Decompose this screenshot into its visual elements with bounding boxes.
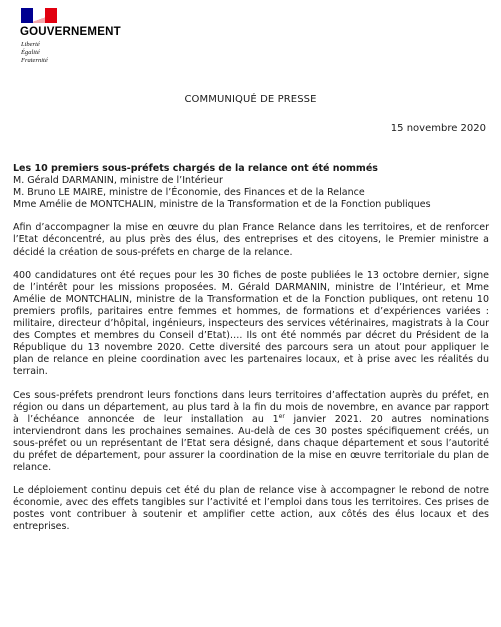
press-release-body: [13, 163, 489, 534]
body-paragraph: Le déploiement continu depuis cet été du plan de relance vise à accompagner le rebond de notre économie, avec des effets tangibles sur l’activité et l’emploi dans tous les territoires. Ces prises de postes vont contribuer à soutenir et amplifier cette action, aux côtés des élus locaux et des entreprises.: [13, 485, 489, 533]
press-date: 15 novembre 2020: [390, 123, 486, 134]
body-text: janvier 2021. 20 autres nominations interviendront dans les prochaines semaines. Au-delà de ces 30 postes spécifiquement créés, un sous-préfet ou un représentant de l’Etat sera désigné, dans chaque département et sous l’autorité du préfet de département, pour assurer la coordination de la mise en œuvre territoriale du plan de relance.: [13, 413, 489, 474]
motto: [21, 41, 121, 65]
page-title: COMMUNIQUÉ DE PRESSE: [184, 94, 317, 105]
release-title: Les 10 premiers sous-préfets chargés de la relance ont été nommés: [13, 163, 378, 174]
body-text: Ces sous-préfets prendront leurs fonctions dans leurs territoires d’affectation auprès du préfet, en région ou dans un département, au plus tard à la fin du mois de novembre, en avance par rapport à l’échéance annoncée de leur installation au 1: [13, 389, 489, 425]
minister-line: Mme Amélie de MONTCHALIN, ministre de la Transformation et de la Fonction publiques: [13, 199, 431, 211]
motto-line: Égalité: [21, 49, 40, 56]
body-paragraph: Afin d’accompagner la mise en œuvre du plan France Relance dans les territoires, et de renforcer l’Etat déconcentré, au plus près des élus, des entreprises et des citoyens, le Premier ministre a décidé la création de sous-préfets en charge de la relance.: [13, 222, 489, 258]
body-paragraph: 400 candidatures ont été reçues pour les 30 fiches de poste publiées le 13 octobre dernier, signe de l’intérêt pour les missions proposées. M. Gérald DARMANIN, ministre de l’Intérieur, et Mme Amélie de MONTCHALIN, ministre de la Transformation et de la Fonction publiques, ont retenu 10 premiers profils, paritaires entre femmes et hommes, de formations et d’expériences variées : militaire, directeur d’hôpital, ingénieurs, inspecteurs des services vétérinaires, magistrats à la Cour des Comptes et membres du Conseil d’Etat)…. Ils ont été nommés par décret du Président de la République du 13 novembre 2020. Cette diversité des parcours sera un atout pour appliquer le plan de relance en pleine coordination avec les partenaires locaux, et à prise avec les réalités du terrain.: [13, 269, 489, 378]
french-flag-icon: [21, 8, 57, 23]
body-paragraph: [13, 390, 489, 475]
minister-line: M. Bruno LE MAIRE, ministre de l’Économie, des Finances et de la Relance: [13, 187, 365, 199]
motto-line: Liberté: [21, 41, 40, 48]
minister-line: M. Gérald DARMANIN, ministre de l’Intérieur: [13, 175, 223, 187]
org-name: GOUVERNEMENT: [20, 26, 121, 38]
government-logo: [20, 8, 121, 65]
motto-line: Fraternité: [21, 57, 48, 64]
ordinal-suffix: er: [278, 412, 285, 420]
